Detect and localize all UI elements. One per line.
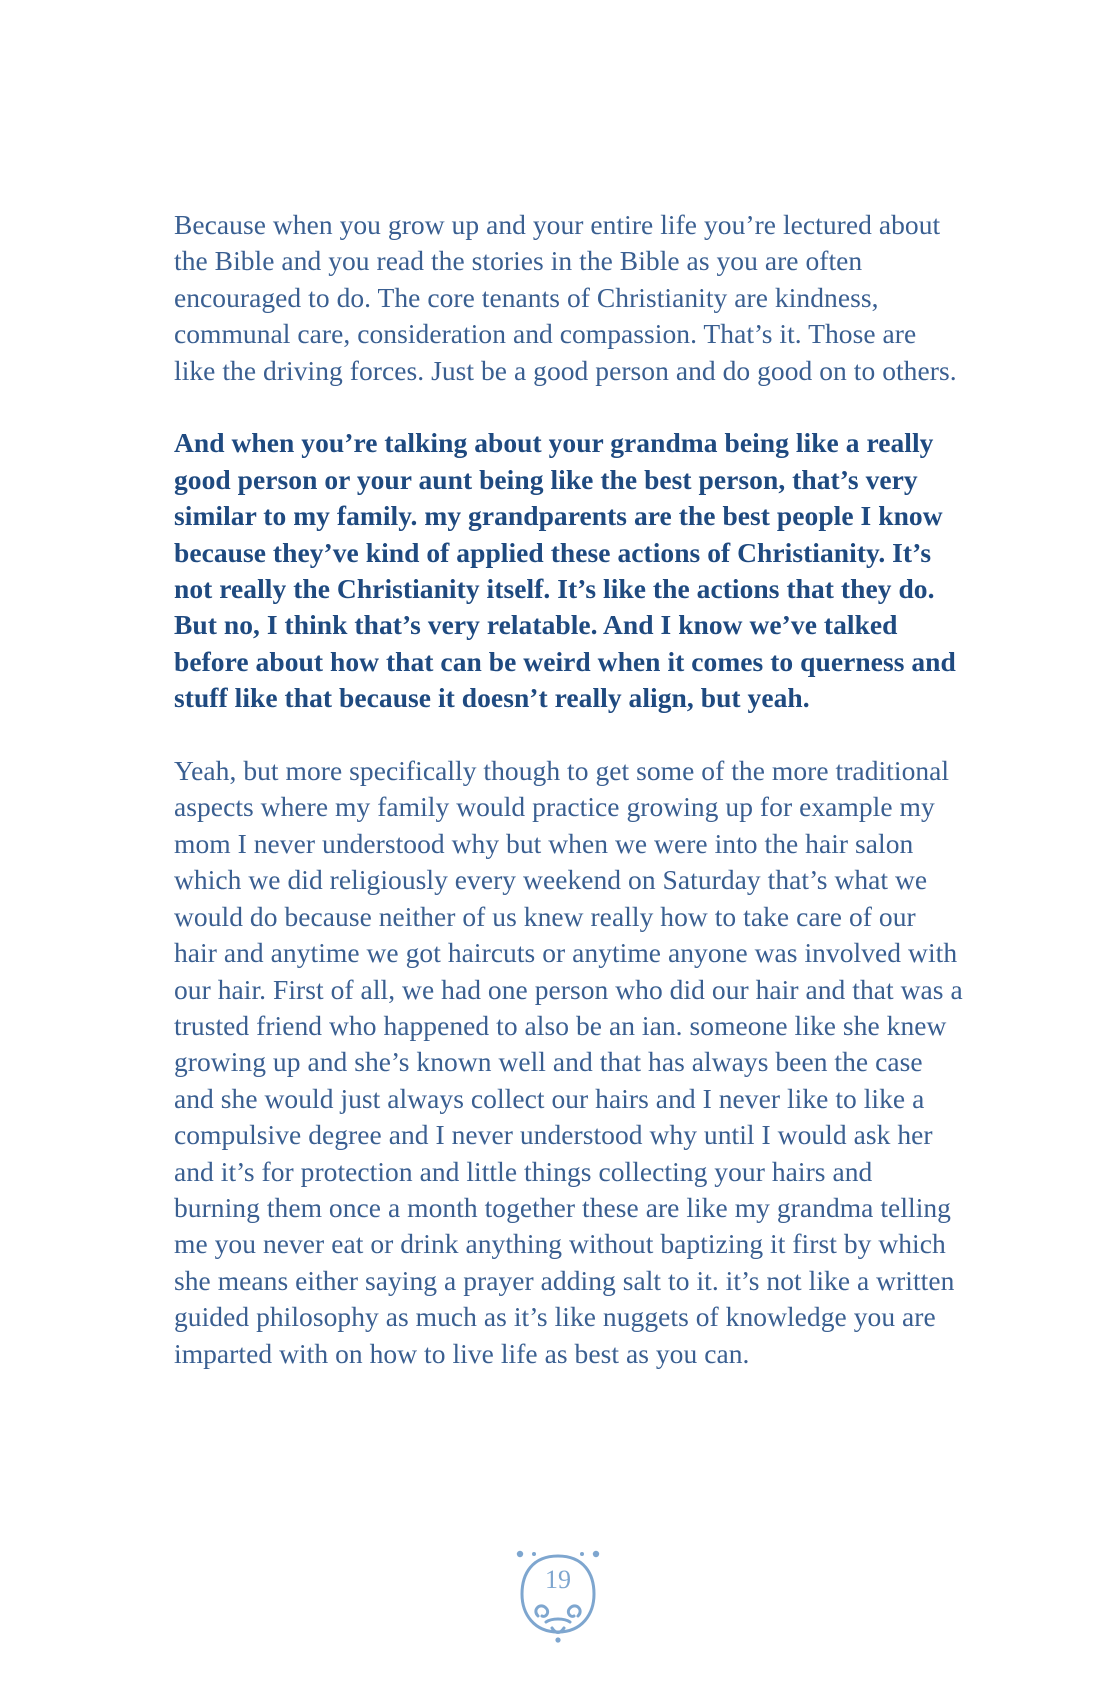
page-number: 19 [545, 1565, 571, 1594]
text-body [174, 207, 964, 1372]
paragraph-2-bold: And when you’re talking about your grandma being like a really good person or your aunt being like the best person, that’s very similar to my family. my grandparents are the best people I know because they’ve kind of applied these actions of Christianity. It’s not really the Christianity itself. It’s like the actions that they do. But no, I think that’s very relatable. And I know we’ve talked before about how that can be weird when it comes to querness and stuff like that because it doesn’t really align, but yeah. [174, 427, 956, 714]
paragraph-3: Yeah, but more specifically though to get some of the more traditional aspects where my family would practice growing up for example my mom I never understood why but when we were into the hair salon which we did religiously every weekend on Saturday that’s what we would do because neither of us knew really how to take care of our hair and anytime we got haircuts or anytime anyone was involved with our hair. First of all, we had one person who did our hair and that was a trusted friend who happened to also be an ian. someone like she knew growing up and she’s known well and that has always been the case and she would just always collect our hairs and I never like to like a compulsive degree and I never understood why until I would ask her and it’s for protection and little things collecting your hairs and burning them once a month together these are like my grandma telling me you never eat or drink anything without baptizing it first by which she means either saying a prayer adding salt to it. it’s not like a written guided philosophy as much as it’s like nuggets of knowledge you are imparted with on how to live life as best as you can. [174, 755, 963, 1369]
page-number-ornament [512, 1548, 604, 1644]
paragraph-1: Because when you grow up and your entire life you’re lectured about the Bible and you read the stories in the Bible as you are often encouraged to do. The core tenants of Christianity are kindness, communal care, consideration and compassion. That’s it. Those are like the driving forces. Just be a good person and do good on to others. [174, 209, 957, 386]
ornament-frame-icon [512, 1548, 604, 1644]
